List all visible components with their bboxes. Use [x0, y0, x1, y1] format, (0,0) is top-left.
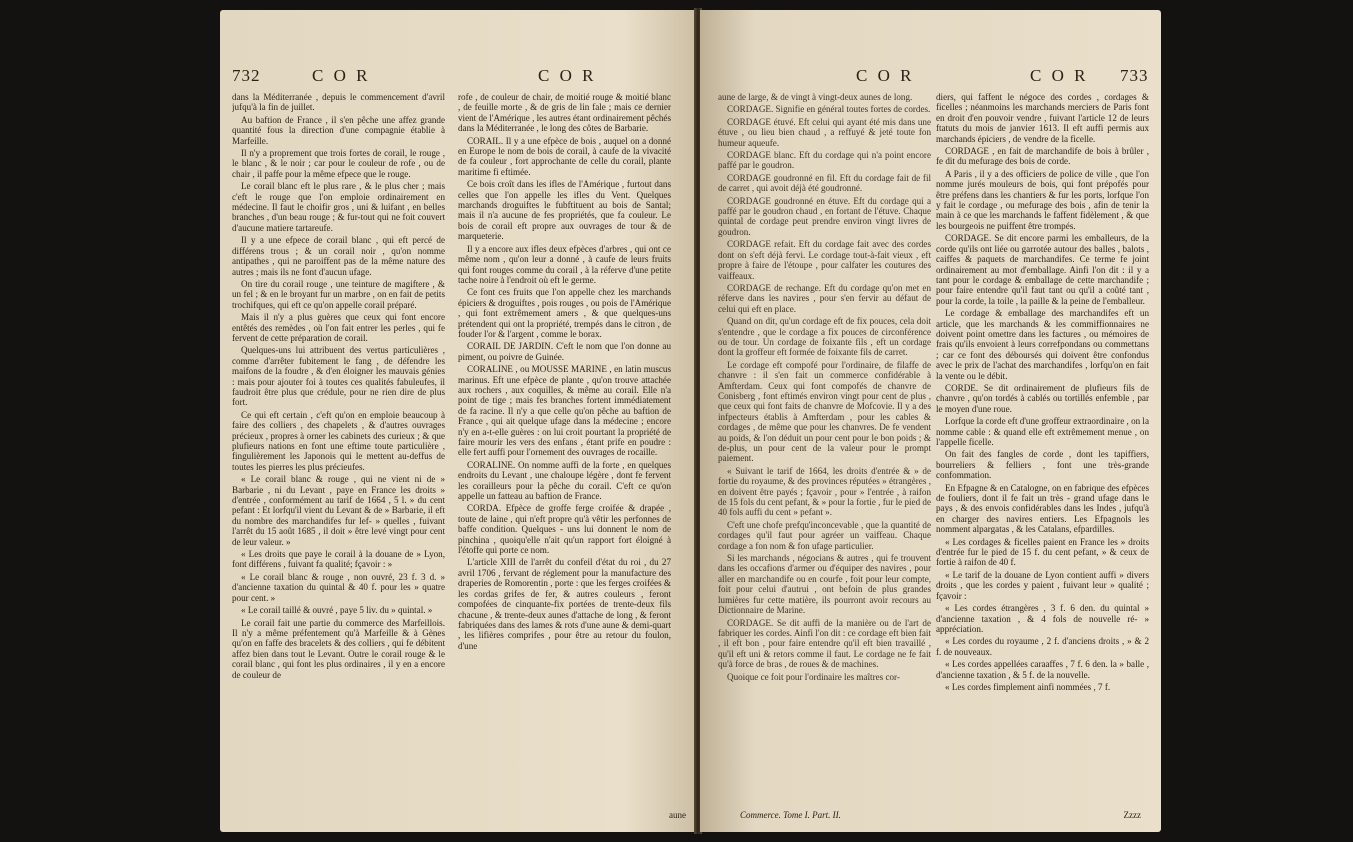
paragraph: aune de large, & de vingt à vingt-deux aunes de long.	[718, 92, 913, 102]
paragraph: CORAIL. Il y a une efpèce de bois , auquel on a donné en Europe le nom de bois de corail, à caufe de la vivacité de fa couleur , fort approchante de celle du corail, plante maritime fi eftimée.	[458, 135, 671, 177]
paragraph: CORDAGE , en fait de marchandife de bois à brûler , fe dit du mefurage des bois de corde.	[936, 146, 1149, 167]
paragraph: CORDAGE. Se dit encore parmi les emballeurs, de la corde qu'ils ont liée ou garrotée autour des balles , balots , caiffes & paquets de marchandifes. Ce terme fe joint ordinairement au mot d'emballage. Ainfi l'on dit : il y a tant pour le cordage & emballage de cette marchandife ; pour faire entendre qu'il faut tant ou qu'il a coûté tant , pour la corde, la toile , la paille & la peine de l'emballeur.	[936, 233, 1149, 306]
paragraph: CORDAGE goudronné en fil. Eft du cordage fait de fil de carret , qui avoit déjà été goudronné.	[718, 172, 931, 194]
paragraph: C'eft une chofe prefqu'inconcevable , que la quantité de cordages qu'il faut pour agréer un vaiffeau. Chaque cordage a fon nom & fon ufage particulier.	[718, 519, 931, 551]
paragraph: « Le corail blanc & rouge , non ouvré, 23 f. 3 d. » d'ancienne taxation du quintal & 40 f. pour les » quatre pour cent. »	[232, 571, 445, 603]
paragraph: Le cordage eft compofé pour l'ordinaire, de filaffe de chanvre : il s'en fait un commerce confidérable à Amfterdam. Ceux qui font compofés de chanvre de Conisberg , font eftimés environ vingt pour cent de plus , que ceux qui font faits de chanvre de Mofcovie. Il y a des infpecteurs établis à Amfterdam , pour les cables & cordages , de même que pour les chanvres. De fe vendent au poids, & l'on déduit un pour cent pour le bon poids ; & de-plus, un pour cent de la valeur pour le prompt paiement.	[718, 359, 931, 464]
paragraph: Quoique ce foit pour l'ordinaire les maîtres cor-	[727, 671, 900, 682]
right-page-column-1	[718, 92, 931, 812]
paragraph: diers, qui faffent le négoce des cordes , cordages & ficelles ; néanmoins les marchands merciers de Paris font en droit d'en pouvoir vendre , fuivant l'article 12 de leurs ftatuts du mois de janvier 1613. Il eft auffi permis aux marchands épiciers , de vendre de la ficelle.	[936, 92, 1149, 144]
right-page	[700, 10, 1161, 832]
paragraph: « Les cordages & ficelles paient en France les » droits d'entrée fur le pied de 15 f. du cent pefant, » & ceux de fortie à raifon de 40 f.	[936, 536, 1149, 568]
running-head: C O R	[538, 66, 597, 85]
paragraph: « Suivant le tarif de 1664, les droits d'entrée & » de fortie du royaume, & des provinces réputées » étrangères , en doivent être payés ; fçavoir , pour » l'entrée , à raifon de 15 fols du cent pefant, & » pour la fortie , fur le pied de 40 fols auffi du cent » pefant ».	[718, 465, 931, 518]
paragraph: CORDAGE blanc. Eft du cordage qui n'a point encore paffé par le goudron.	[718, 150, 931, 171]
paragraph: « Les cordes étrangères , 3 f. 6 den. du quintal » d'ancienne taxation , & 4 fols de nouvelle ré- » appréciation.	[936, 603, 1149, 634]
left-page-header	[220, 66, 696, 90]
paragraph: « Le corail taillé & ouvré , paye 5 liv. du » quintal. »	[241, 605, 433, 616]
paragraph: CORDAGE étuvé. Eft celui qui ayant été mis dans une étuve , ou lieu bien chaud , a reffuyé & jeté toute fon humeur aqueufe.	[718, 116, 931, 148]
paragraph: CORALINE. On nomme auffi de la forte , en quelques endroits du Levant , une chaloupe légère , dont fe fervent les corailleurs pour la pêche du corail. C'eft ce qu'on appelle un fatteau au baftion de France.	[458, 459, 671, 502]
catchword: aune	[669, 810, 686, 820]
left-page-column-1	[232, 92, 445, 812]
paragraph: Lorfque la corde eft d'une groffeur extraordinaire , on la nomme cable : & quand elle eft extrêmement menue , on l'appelle ficelle.	[936, 416, 1149, 447]
paragraph: Ce qui eft certain , c'eft qu'on en emploie beaucoup à faire des colliers , des chapelets , & d'autres ouvrages précieux , propres à orner les cabinets des curieux ; & que plufieurs nations en font une eftime toute particulière , fingulièrement les Japonois qui le mettent au-deffus de toutes les pierres les plus précieufes.	[232, 409, 445, 472]
paragraph: Ce bois croît dans les ifles de l'Amérique , furtout dans celles que l'on appelle les ifles du Vent. Quelques marchands droguiftes le fubftituent au bois de Santal; mais il n'a aucune de fes propriétés, que fa couleur. Le bois de corail eft propre aux ouvrages de tour & de marqueterie.	[458, 179, 671, 242]
paragraph: rofe , de couleur de chair, de moitié rouge & moitié blanc , de feuille morte , & de gris de lin fale ; mais ce dernier vient de l'Amérique , les autres étant ordinairement pêchés dans la Méditerranée , le long des côtes de Barbarie.	[458, 92, 671, 134]
paragraph: L'article XIII de l'arrêt du confeil d'état du roi , du 27 avril 1706 , fervant de réglement pour la manufacture des draperies de Romorentin , porte : que les ferges croifées & les cordas grifes de fer, & autres couleurs , feront compofées de cinquante-fix portées de trente-deux fils chacune , & trente-deux aunes d'attache de long , & feront fabriquées dans des lames & rots d'une aune & demi-quart , les lifières comprifes , pour être au retour du foulon, d'une	[458, 557, 671, 651]
paragraph: « Les cordes appellées caraaffes , 7 f. 6 den. la » balle , d'ancienne taxation , & 5 f. de la nouvelle.	[936, 659, 1149, 680]
paragraph: Le corail blanc eft le plus rare , & le plus cher ; mais c'eft le rouge que l'on emploie ordinairement en médecine. Il faut le choifir gros , uni & luifant , en belles branches , d'un beau rouge ; & fur-tout qui ne foit couvert d'aucune matiere tartareufe.	[232, 181, 445, 233]
paragraph: On fait des fangles de corde , dont les tapiffiers, bourreliers & felliers , font une très-grande confommation.	[936, 449, 1149, 481]
paragraph: Quelques-uns lui attribuent des vertus particulières , comme d'arrêter fubitement le fang , de défendre les maifons de la foudre , & d'en éloigner les mauvais génies : mais pour ajouter foi à toutes ces qualités fabuleufes, il faudroit être plus que crédule, pour ne rien dire de plus fort.	[232, 345, 445, 408]
footer-signature: Commerce. Tome I. Part. II.	[740, 810, 841, 820]
paragraph: CORDAGE. Signifie en général toutes fortes de cordes.	[727, 104, 931, 115]
paragraph: dans la Méditerranée , depuis le commencement d'avril jufqu'à la fin de juillet.	[232, 92, 445, 113]
paragraph: « Les cordes fimplement ainfi nommées , 7 f.	[945, 681, 1111, 692]
paragraph: CORDAGE. Se dit auffi de la manière ou de l'art de fabriquer les cordes. Ainfi l'on dit : ce cordage eft bien fait , il eft bon , pour faire entendre qu'il eft bien travaillé , qu'il eft uni & retors comme il faut. Le cordage ne fe fait qu'à force de bras , de roues & de machines.	[718, 617, 931, 670]
paragraph: Le corail fait une partie du commerce des Marfeillois. Il n'y a même préfentement qu'à Marfeille & à Gènes qu'on en faffe des bracelets & des colliers , qui fe débitent affez bien dans tout le Levant. Outre le corail rouge & le corail blanc , qui font les plus ordinaires , il y en a encore de couleur de	[232, 617, 445, 680]
paragraph: CORDAGE refait. Eft du cordage fait avec des cordes dont on s'eft déjà fervi. Le cordage tout-à-fait vieux , eft propre à faire de l'étoupe , pour calfater les coutures des vaiffeaux.	[718, 239, 931, 281]
paragraph: CORAIL DE JARDIN. C'eft le nom que l'on donne au piment, ou poivre de Guinée.	[458, 341, 671, 362]
paragraph: Il y a encore aux ifles deux efpèces d'arbres , qui ont ce même nom , qu'on leur a donné , à caufe de leurs fruits qui font rouges comme du corail , à la réferve d'une petite tache noire à l'endroit où eft le germe.	[458, 243, 671, 285]
left-page-column-2	[458, 92, 671, 812]
right-page-header	[700, 66, 1161, 90]
paragraph: « Le tarif de la douane de Lyon contient auffi » divers droits , que les cordes y paient , fuivant leur » qualité ; fçavoir :	[936, 569, 1149, 601]
paragraph: « Les droits que paye le corail à la douane de » Lyon, font différens , fuivant fa qualité; fçavoir : »	[232, 549, 445, 570]
left-page	[220, 10, 696, 832]
running-head: C O R	[312, 66, 371, 85]
paragraph: En Efpagne & en Catalogne, on en fabrique des efpèces de fouliers, dont il fe fait un très - grand ufage dans le pays , & des envois confidérables dans les Indes , jufqu'à en charger des navires entiers. Les Efpagnols les nomment alpargatas , & les Catalans, efpardilles.	[936, 482, 1149, 535]
paragraph: Ce font ces fruits que l'on appelle chez les marchands épiciers & droguiftes , pois rouges , ou pois de l'Amérique , qui font extrêmement amers , & que quelques-uns prétendent qui ont la propriété, trempés dans le citron , de fouder l'or & l'argent , comme le borax.	[458, 287, 671, 339]
paragraph: Il n'y a proprement que trois fortes de corail, le rouge , le blanc , & le noir ; car pour le couleur de rofe , ou de chair , il paffe pour la même efpece que le rouge.	[232, 148, 445, 179]
paragraph: Mais il n'y a plus guères que ceux qui font encore entêtés des remèdes , où l'on fait entrer les perles , qui fe fervent de cette préparation de corail.	[232, 312, 445, 343]
paragraph: A Paris , il y a des officiers de police de ville , que l'on nomme jurés mouleurs de bois, qui font prépofés pour être préfens dans les chantiers & fur les ports, lorfque l'on y fait le cordage , ou mefurage des bois , afin de tenir la main à ce que les marchands le faffent fidèlement , & que les bourgeois ne puiffent être trompés.	[936, 168, 1149, 231]
running-head: C O R	[856, 66, 915, 85]
paragraph: « Les cordes du royaume , 2 f. d'anciens droits , » & 2 f. de nouveaux.	[936, 636, 1149, 657]
paragraph: CORDE. Se dit ordinairement de plufieurs fils de chanvre , qu'on tordés à cablés ou tortillés enfemble , par le moyen d'une roue.	[936, 382, 1149, 414]
paragraph: CORDA. Efpèce de groffe ferge croifée & drapée , toute de laine , qui n'eft propre qu'à vêtir les perfonnes de baffe condition. Quelques - uns lui donnent le nom de pinchina , quoiqu'elle n'ait qu'un rapport fort éloigné à l'étoffe qui porte ce nom.	[458, 503, 671, 556]
paragraph: On tire du corail rouge , une teinture de magiftere , & un fel ; & en le broyant fur un marbre , on en fait de petits trochifques, qui eft ce qu'on appelle corail préparé.	[232, 278, 445, 310]
paragraph: CORDAGE goudronné en étuve. Eft du cordage qui a paffé par le goudron chaud , en fortant de l'étuve. Chaque quintal de cordage peut prendre environ vingt livres de goudron.	[718, 195, 931, 237]
paragraph: CORDAGE de rechange. Eft du cordage qu'on met en réferve dans les navires , pour s'en fervir au défaut de celui qui eft en place.	[718, 282, 931, 314]
paragraph: Le cordage & emballage des marchandifes eft un article, que les marchands & les commiffionnaires ne doivent point omettre dans les factures , ou mémoires de frais qu'ils envoient à leurs correfpondans ou commettans ; car ce font des déboursés qui doivent être confondus avec le prix de l'achat des marchandifes , lorfqu'on en fait la vente ou le débit.	[936, 308, 1149, 381]
running-head: C O R	[1030, 66, 1089, 85]
paragraph: Si les marchands , négocians & autres , qui fe trouvent dans les occafions d'armer ou d'équiper des navires , pour aller en marchandife ou en courfe , foit pour leur compte, foit pour celui d'autrui , ont befoin de plus grandes lumières fur cette matière, ils pourront avoir recours au Dictionnaire de Marine.	[718, 553, 931, 616]
page-number: 732	[232, 66, 261, 85]
page-number: 733	[1120, 66, 1149, 85]
paragraph: Au baftion de France , il s'en pêche une affez grande quantité fous la direction d'une compagnie établie à Marfeille.	[232, 114, 445, 146]
catchword: Zzzz	[1123, 810, 1141, 820]
paragraph: CORALINE , ou MOUSSE MARINE , en latin muscus marinus. Eft une efpèce de plante , qu'on trouve attachée aux rochers , aux coquilles, & même au corail. Elle n'a point de tige ; mais fes branches fortent immédiatement de fa racine. Il n'y a que celle qu'on pêche au baftion de France , qui ait quelque ufage dans la médecine ; encore n'y en a-t-elle guères : on lui croit pourtant la propriété de faire mourir les vers des enfans , étant prife en poudre : elle fert auffi pour l'ornement des ouvrages de rocaille.	[458, 364, 671, 458]
paragraph: Quand on dit, qu'un cordage eft de fix pouces, cela doit s'entendre , que le cordage a fix pouces de circonférence ou de tour. Un cordage de foixante fils , eft un cordage dont la groffeur eft formée de foixante fils de carret.	[718, 316, 931, 358]
right-page-column-2	[936, 92, 1149, 812]
paragraph: « Le corail blanc & rouge , qui ne vient ni de » Barbarie , ni du Levant , paye en France les droits » d'entrée , conformément au tarif de 1664 , 5 l. » du cent pefant : Et lorfqu'il vient du Levant & de » Barbarie, il eft du nombre des marchandifes fur lef- » quelles , fuivant l'arrêt du 15 août 1685 , il doit » être levé vingt pour cent de leur valeur. »	[232, 474, 445, 547]
paragraph: Il y a une efpece de corail blanc , qui eft percé de différens trous ; & un corail noir , qu'on nomme antipathes , qui ne paroiffent pas de la même nature des autres ; mais ils ne font d'aucun ufage.	[232, 235, 445, 277]
